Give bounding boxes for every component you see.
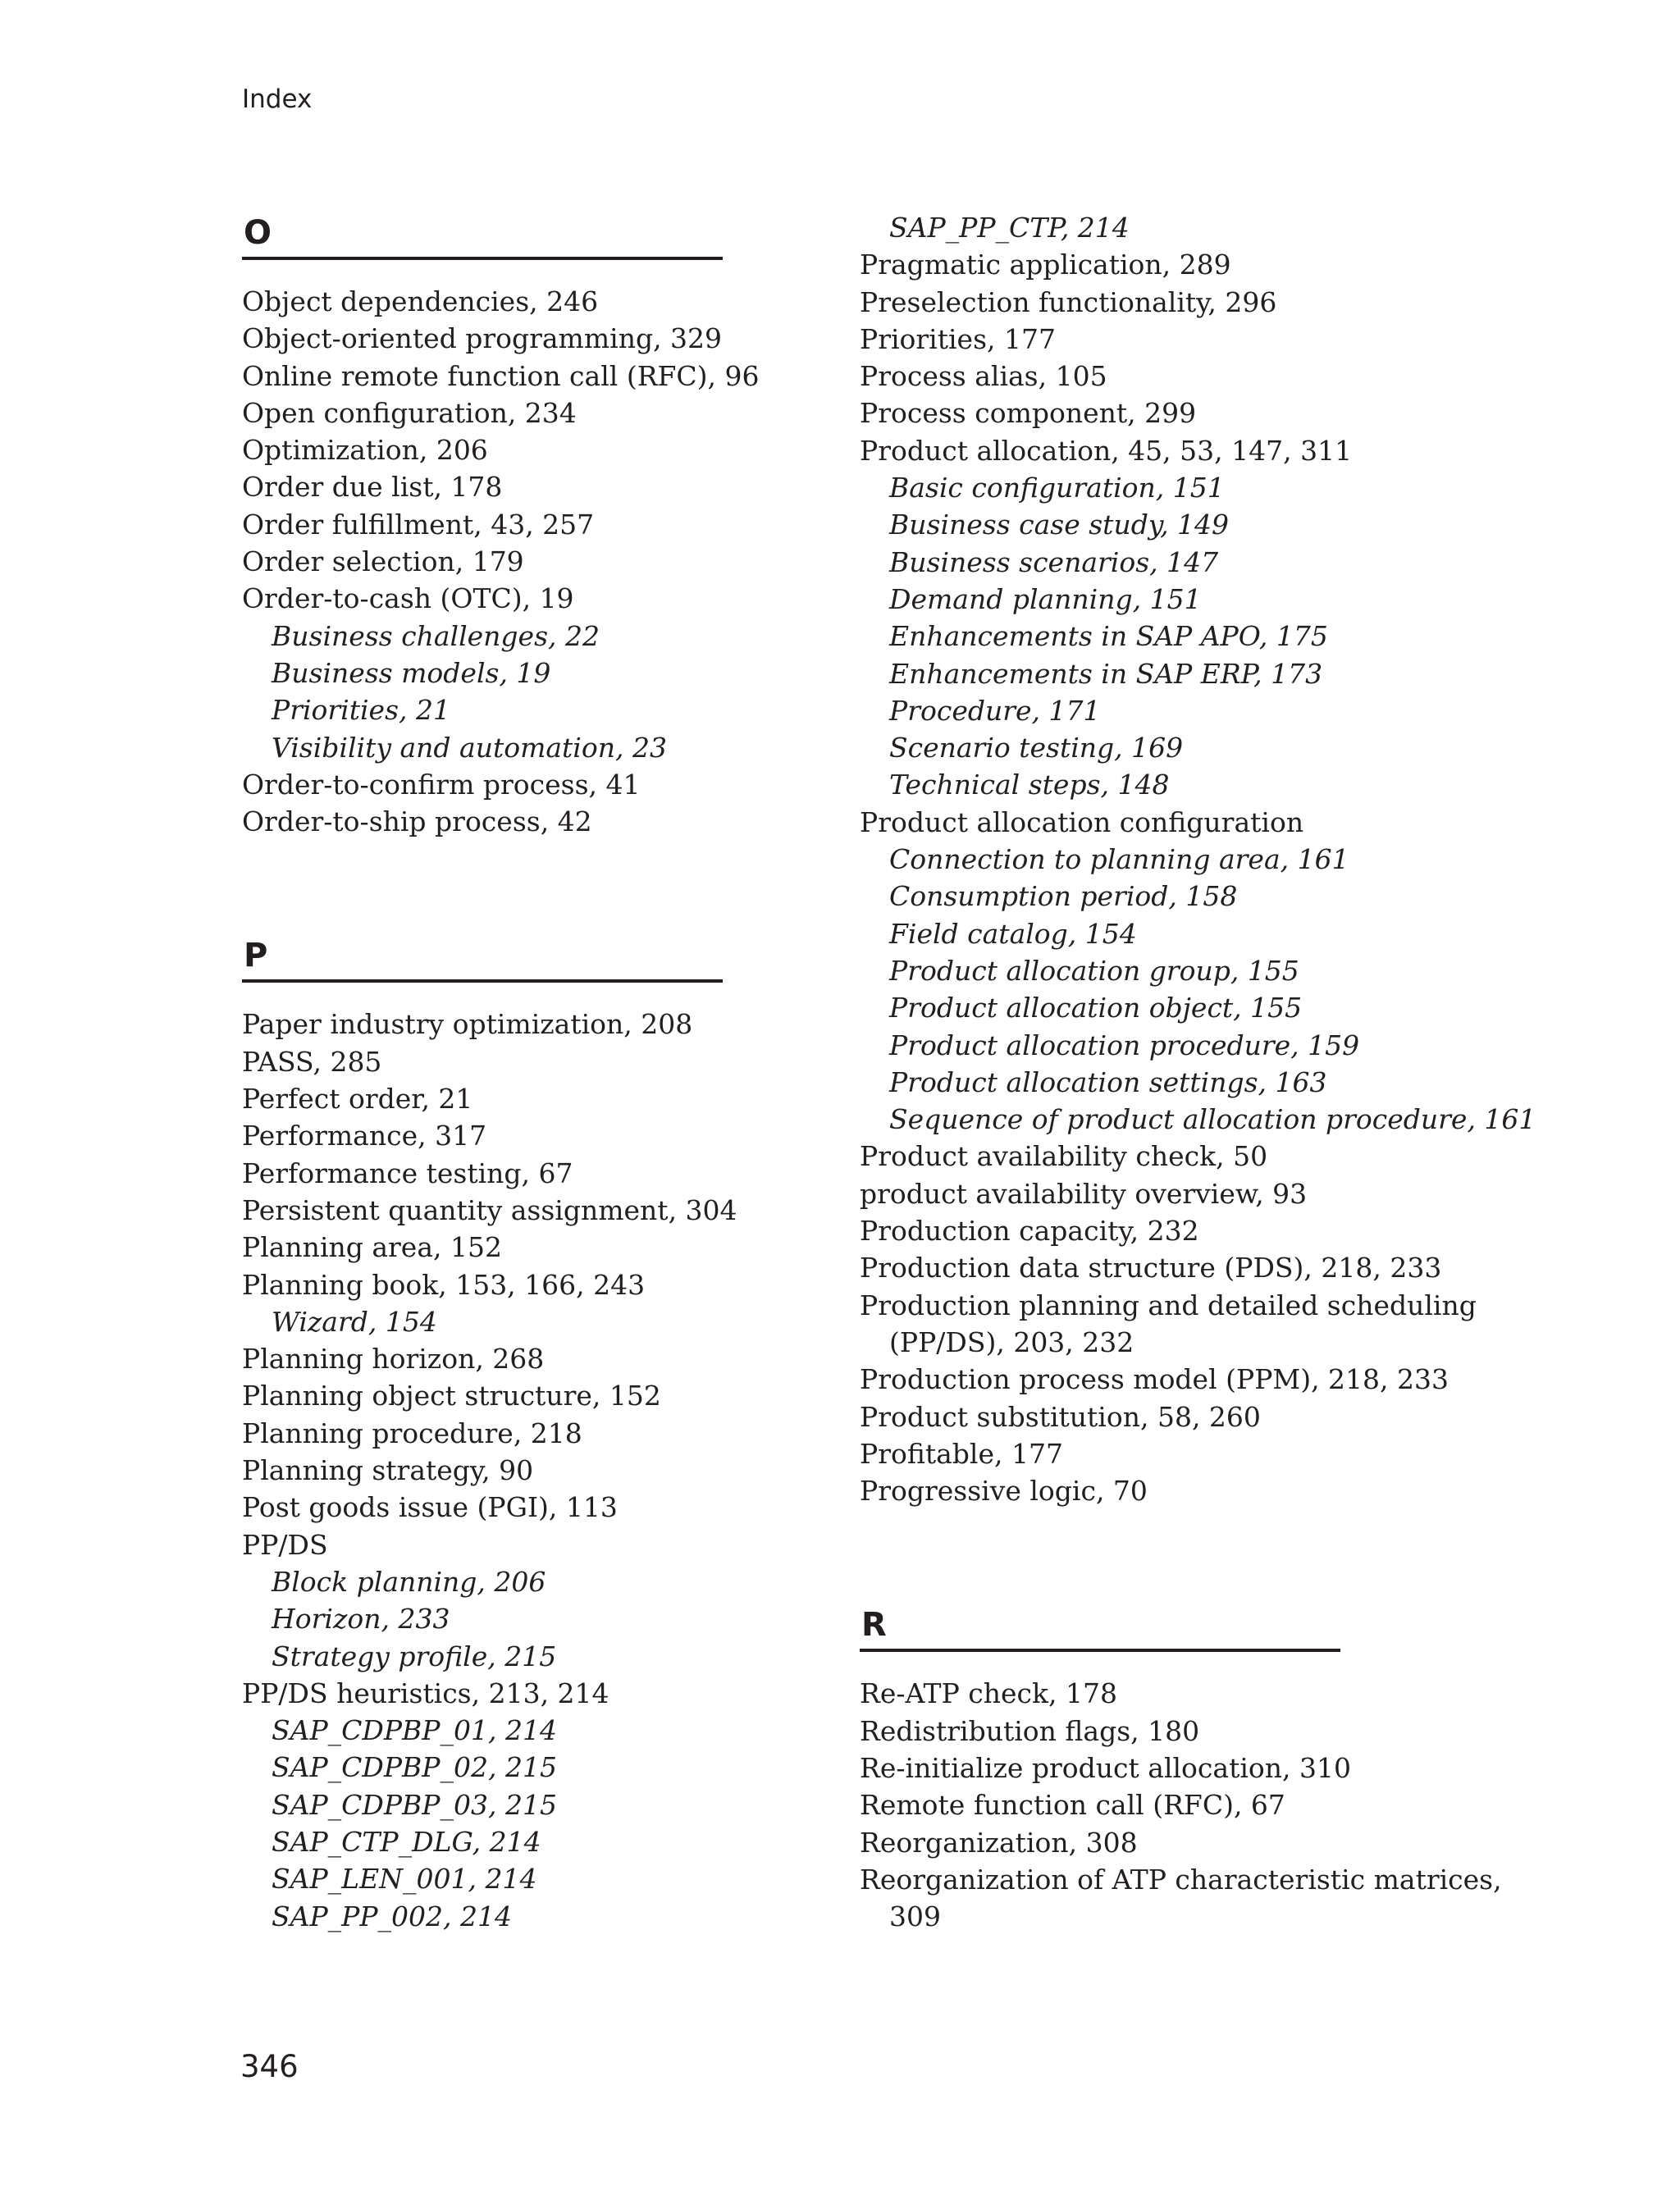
entry-text: Order-to-ship process, 42 — [242, 805, 592, 838]
index-entry — [860, 1287, 1477, 1362]
entry-text: Profitable, 177 — [860, 1437, 1063, 1470]
index-subentry — [242, 1860, 734, 1897]
index-entry — [242, 1415, 734, 1452]
entry-text: product availability overview, 93 — [860, 1177, 1308, 1210]
entry-text: SAP_CDPBP_03, 215 — [272, 1788, 557, 1821]
entry-continuation: 309 — [889, 1900, 941, 1933]
entry-text: SAP_PP_CTP, 214 — [889, 212, 1130, 244]
index-entry — [860, 1675, 1450, 1712]
entry-text: Demand planning, 151 — [889, 582, 1202, 615]
index-subentry — [242, 729, 734, 766]
entry-text: Re-initialize product allocation, 310 — [860, 1751, 1351, 1784]
entry-text: Product allocation object, 155 — [889, 992, 1303, 1024]
index-entry — [242, 1489, 734, 1526]
index-entry — [860, 1786, 1450, 1823]
entry-text: Priorities, 177 — [860, 322, 1056, 355]
index-entry — [860, 1249, 1450, 1286]
index-subentry — [242, 1749, 734, 1786]
entry-text: Performance, 317 — [242, 1120, 487, 1152]
index-entry — [860, 284, 1450, 321]
entry-text: Product allocation procedure, 159 — [889, 1029, 1360, 1061]
entry-text: Field catalog, 154 — [889, 917, 1137, 950]
entry-text: Order-to-cash (OTC), 19 — [242, 582, 574, 615]
entry-text: Scenario testing, 169 — [889, 732, 1184, 764]
entry-text: Perfect order, 21 — [242, 1083, 473, 1116]
index-entry — [242, 395, 734, 431]
entry-text: Order selection, 179 — [242, 545, 524, 578]
entry-text: Production process model (PPM), 218, 233 — [860, 1363, 1449, 1396]
entry-text: Post goods issue (PGI), 113 — [242, 1491, 618, 1524]
index-entry — [242, 1452, 734, 1489]
entry-text: Basic configuration, 151 — [889, 472, 1225, 504]
entry-text: SAP_CDPBP_01, 214 — [272, 1714, 557, 1747]
index-entry — [860, 804, 1450, 841]
entry-text: Procedure, 171 — [889, 694, 1101, 727]
entry-text: Product allocation, 45, 53, 147, 311 — [860, 434, 1353, 467]
entry-text: Process alias, 105 — [860, 360, 1107, 393]
entry-text: Paper industry optimization, 208 — [242, 1008, 693, 1041]
index-subentry — [242, 1303, 734, 1340]
entry-text: Reorganization of ATP characteristic matrices, — [860, 1863, 1502, 1896]
index-entry — [860, 1472, 1450, 1509]
entry-text: Progressive logic, 70 — [860, 1475, 1148, 1508]
index-column-right — [860, 209, 1536, 2027]
index-entry — [242, 1526, 734, 1563]
index-subentry — [860, 915, 1450, 952]
entry-text: Planning book, 153, 166, 243 — [242, 1268, 646, 1301]
index-subentry — [860, 841, 1450, 878]
entry-text: Order-to-confirm process, 41 — [242, 768, 641, 801]
entry-text: Production planning and detailed scheduling — [860, 1289, 1477, 1321]
index-entry — [860, 321, 1450, 358]
entry-text: Production data structure (PDS), 218, 233 — [860, 1252, 1442, 1284]
index-subentry — [860, 1027, 1450, 1064]
entry-text: Business case study, 149 — [889, 509, 1230, 541]
index-subentry — [860, 506, 1450, 543]
index-subentry — [860, 581, 1450, 618]
index-subentry — [860, 878, 1450, 915]
section-letter: R — [860, 1601, 1340, 1652]
index-entry — [242, 320, 734, 357]
index-subentry — [860, 618, 1450, 655]
entry-text: SAP_CDPBP_02, 215 — [272, 1751, 557, 1784]
index-subentry — [860, 209, 1450, 246]
entry-text: Product allocation settings, 163 — [889, 1065, 1327, 1098]
index-entry — [242, 431, 734, 468]
index-subentry — [242, 655, 734, 691]
index-entry — [860, 1750, 1450, 1786]
index-subentry — [242, 1712, 734, 1749]
index-section-o — [242, 209, 760, 840]
entry-text: Object dependencies, 246 — [242, 285, 599, 317]
index-subentry — [242, 691, 734, 728]
entry-text: Redistribution flags, 180 — [860, 1714, 1200, 1747]
entry-text: Pragmatic application, 289 — [860, 249, 1231, 281]
index-entry — [860, 1861, 1502, 1936]
index-entry — [242, 1675, 734, 1712]
index-subentry — [860, 692, 1450, 729]
entry-continuation: (PP/DS), 203, 232 — [889, 1325, 1134, 1358]
index-subentry — [242, 1898, 734, 1935]
index-entry — [860, 246, 1450, 283]
index-entry — [860, 358, 1450, 395]
index-entry — [860, 1398, 1450, 1435]
index-subentry — [242, 1638, 734, 1675]
entry-text: Priorities, 21 — [272, 694, 450, 727]
index-subentry — [860, 766, 1450, 803]
index-subentry — [860, 469, 1450, 506]
index-column-left — [242, 209, 760, 2027]
entry-text: Planning object structure, 152 — [242, 1380, 661, 1412]
index-entry — [242, 803, 734, 840]
entry-text: Production capacity, 232 — [860, 1215, 1199, 1248]
entry-text: Block planning, 206 — [272, 1565, 546, 1598]
entry-text: Order due list, 178 — [242, 471, 503, 504]
entry-text: Order fulfillment, 43, 257 — [242, 508, 595, 541]
index-entry — [242, 1192, 737, 1229]
index-subentry — [860, 655, 1450, 692]
index-entry — [242, 580, 734, 617]
entry-text: Product availability check, 50 — [860, 1140, 1268, 1173]
entry-text: Business scenarios, 147 — [889, 545, 1219, 578]
entry-text: Reorganization, 308 — [860, 1826, 1138, 1859]
index-section-r — [860, 1601, 1502, 1935]
entry-text: Persistent quantity assignment, 304 — [242, 1193, 737, 1226]
index-subentry — [860, 989, 1450, 1026]
index-entry — [860, 1212, 1450, 1249]
index-section-p-continued — [860, 209, 1536, 1509]
index-entry — [860, 432, 1450, 469]
entry-text: SAP_PP_002, 214 — [272, 1900, 513, 1932]
index-entry — [242, 1266, 734, 1303]
section-letter: O — [242, 209, 723, 260]
index-section-p — [242, 932, 737, 1934]
entry-text: Enhancements in SAP ERP, 173 — [889, 657, 1323, 690]
entry-text: Product allocation configuration — [860, 805, 1304, 838]
index-entry — [242, 1155, 734, 1192]
index-entry — [242, 468, 734, 505]
index-entry — [860, 1138, 1450, 1175]
entry-text: SAP_LEN_001, 214 — [272, 1863, 537, 1896]
entry-text: Object-oriented programming, 329 — [242, 322, 723, 355]
index-entry — [242, 506, 734, 543]
entry-text: Planning area, 152 — [242, 1231, 502, 1264]
entry-text: Re-ATP check, 178 — [860, 1677, 1117, 1710]
index-entry — [242, 543, 734, 580]
index-entry — [860, 1824, 1450, 1861]
index-subentry — [860, 1101, 1536, 1138]
index-subentry — [242, 618, 734, 655]
index-subentry — [860, 544, 1450, 581]
index-entry — [242, 1377, 734, 1414]
entry-text: PASS, 285 — [242, 1045, 382, 1078]
entry-text: Open configuration, 234 — [242, 396, 577, 429]
entry-text: Optimization, 206 — [242, 434, 488, 467]
entry-text: PP/DS — [242, 1528, 328, 1561]
index-entry — [242, 1229, 734, 1266]
entry-text: Planning strategy, 90 — [242, 1454, 534, 1487]
entry-text: Process component, 299 — [860, 397, 1197, 430]
index-entry — [242, 1080, 734, 1117]
entry-text: Consumption period, 158 — [889, 880, 1238, 913]
section-letter: P — [242, 932, 723, 983]
entry-text: Business challenges, 22 — [272, 619, 600, 652]
entry-text: Sequence of product allocation procedure, 161 — [889, 1103, 1536, 1136]
index-entry — [242, 1006, 734, 1043]
index-entry — [242, 1117, 734, 1154]
index-subentry — [860, 952, 1450, 989]
entry-text: Planning horizon, 268 — [242, 1343, 545, 1376]
index-entry — [860, 1435, 1450, 1472]
running-head: Index — [242, 84, 313, 114]
entry-text: Performance testing, 67 — [242, 1157, 573, 1189]
entry-text: SAP_CTP_DLG, 214 — [272, 1825, 541, 1858]
entry-text: Enhancements in SAP APO, 175 — [889, 620, 1328, 653]
index-entry — [860, 1361, 1450, 1398]
index-subentry — [242, 1600, 734, 1637]
entry-text: Product substitution, 58, 260 — [860, 1400, 1261, 1433]
index-entry — [860, 395, 1450, 431]
index-subentry — [242, 1563, 734, 1600]
index-entry — [242, 766, 734, 803]
index-entry — [242, 1043, 734, 1080]
index-entry — [242, 1340, 734, 1377]
entry-text: Horizon, 233 — [272, 1603, 450, 1636]
entry-text: Strategy profile, 215 — [272, 1640, 557, 1672]
entry-text: Remote function call (RFC), 67 — [860, 1789, 1285, 1822]
index-subentry — [242, 1786, 734, 1823]
entry-text: Wizard, 154 — [272, 1305, 437, 1338]
index-entry — [242, 283, 734, 320]
entry-text: Preselection functionality, 296 — [860, 285, 1277, 318]
index-entry — [242, 358, 760, 395]
index-entry — [860, 1713, 1450, 1750]
index-subentry — [860, 1064, 1450, 1101]
index-entry — [860, 1175, 1450, 1212]
entry-text: Connection to planning area, 161 — [889, 843, 1349, 876]
entry-text: Business models, 19 — [272, 656, 551, 689]
entry-text: Planning procedure, 218 — [242, 1417, 582, 1449]
page-number: 346 — [240, 2049, 299, 2084]
entry-text: PP/DS heuristics, 213, 214 — [242, 1677, 609, 1709]
entry-text: Online remote function call (RFC), 96 — [242, 359, 760, 392]
entry-text: Product allocation group, 155 — [889, 954, 1299, 987]
index-subentry — [242, 1823, 734, 1860]
entry-text: Visibility and automation, 23 — [272, 731, 667, 764]
index-subentry — [860, 729, 1450, 766]
entry-text: Technical steps, 148 — [889, 769, 1170, 801]
